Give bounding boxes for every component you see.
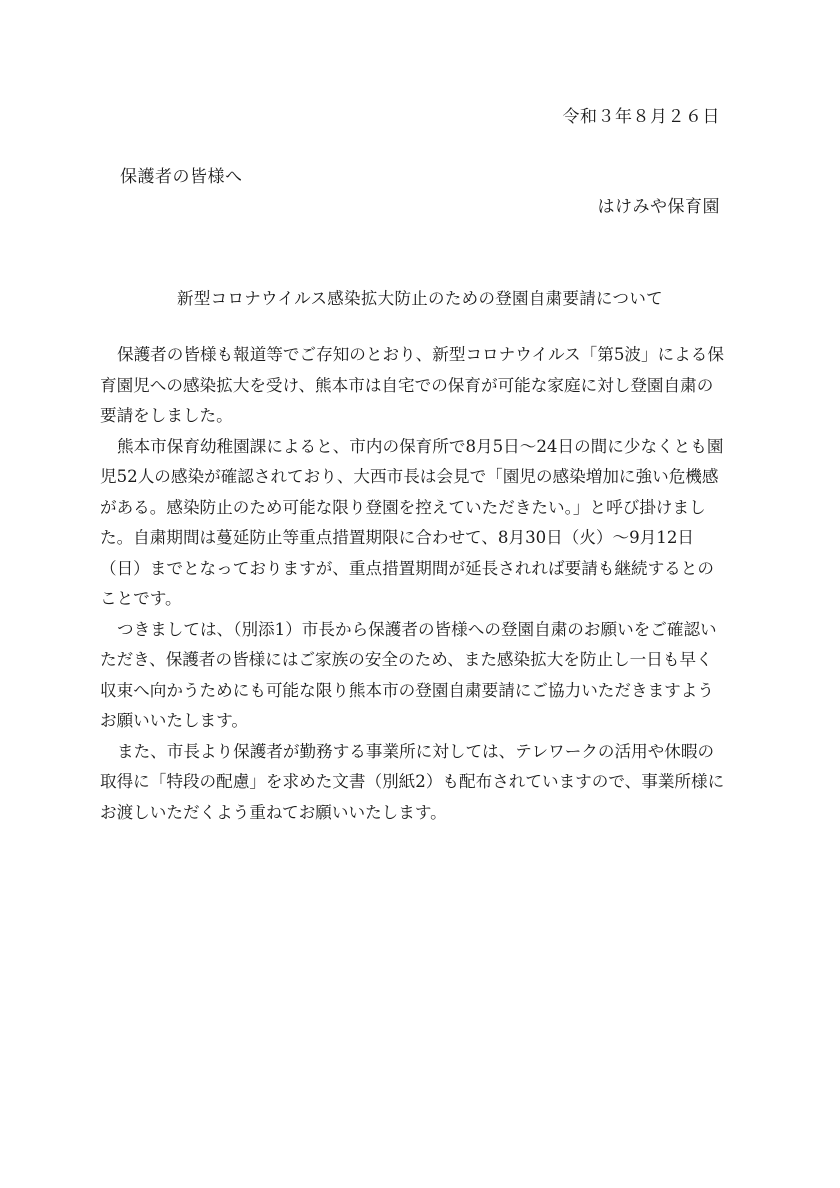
body-line: また、市長より保護者が勤務する事業所に対しては、テレワークの活用や休暇の bbox=[117, 741, 715, 761]
body-line: 保護者の皆様も報道等でご存知のとおり、新型コロナウイルス「第5波」による保 bbox=[117, 345, 724, 364]
body-line: た。自粛期間は蔓延防止等重点措置期限に合わせて、8月30日（火）～9月12日 bbox=[100, 528, 695, 547]
body-line: お渡しいただくよう重ねてお願いいたします。 bbox=[100, 802, 447, 822]
body-line: ことです。 bbox=[100, 589, 182, 608]
document-title: 新型コロナウイルス感染拡大防止のための登園自粛要請について bbox=[177, 289, 663, 308]
body-line: お願いいたします。 bbox=[100, 711, 249, 730]
paragraph-2 bbox=[100, 432, 732, 615]
document-body bbox=[100, 340, 732, 828]
body-line: ただき、保護者の皆様にはご家族の安全のため、また感染拡大を防止し一日も早く bbox=[100, 650, 713, 669]
body-line: 熊本市保育幼稚園課によると、市内の保育所で8月5日～24日の間に少なくとも園 bbox=[117, 436, 724, 456]
body-line: つきましては、（別添1）市長から保護者の皆様への登園自粛のお願いをご確認い bbox=[117, 619, 717, 639]
body-line: 収束へ向かうためにも可能な限り熊本市の登園自粛要請にご協力いただきますよう bbox=[100, 680, 714, 700]
body-line: 育園児への感染拡大を受け、熊本市は自宅での保育が可能な家庭に対し登園自粛の bbox=[100, 375, 714, 395]
body-line: 要請をしました。 bbox=[100, 406, 233, 425]
body-line: がある。感染防止のため可能な限り登園を控えていただきたい。」と呼び掛けまし bbox=[100, 497, 706, 517]
paragraph-4 bbox=[100, 737, 732, 829]
body-line: 児52人の感染が確認されており、大西市長は会見で「園児の感染増加に強い危機感 bbox=[100, 467, 719, 486]
body-line: 取得に「特段の配慮」を求めた文書（別紙2）も配布されていますので、事業所様に bbox=[100, 772, 725, 791]
body-line: （日）までとなっておりますが、重点措置期間が延長されれば要請も継続するとの bbox=[100, 558, 714, 578]
recipient-line: 保護者の皆様へ bbox=[120, 167, 243, 187]
document-date: 令和３年８月２６日 bbox=[562, 107, 720, 127]
paragraph-3 bbox=[100, 615, 732, 737]
sender-name: はけみや保育園 bbox=[597, 197, 720, 217]
paragraph-1 bbox=[100, 340, 732, 432]
